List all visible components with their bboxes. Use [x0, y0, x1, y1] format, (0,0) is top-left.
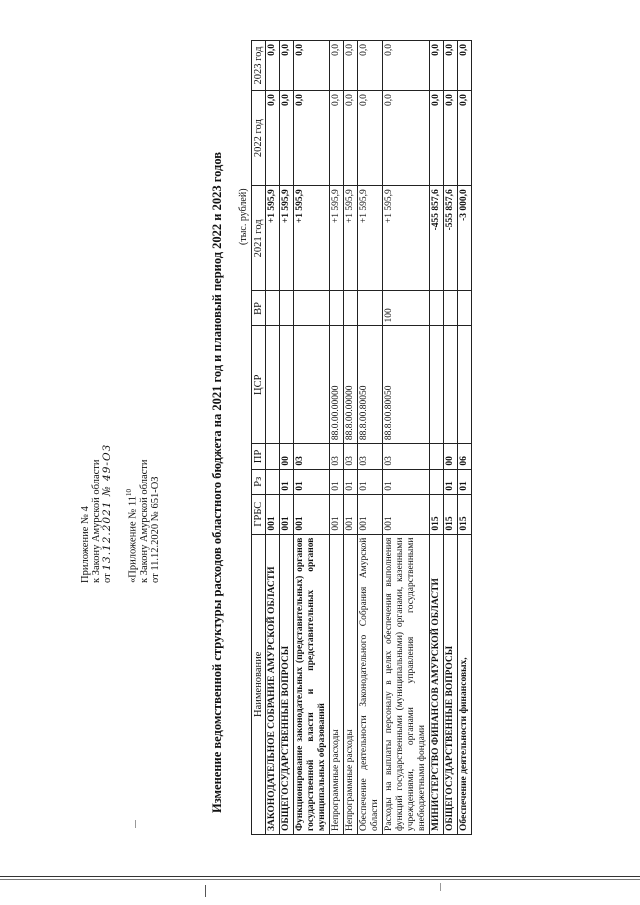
- column-header: Рз: [252, 469, 266, 494]
- cell-rz: 01: [330, 469, 344, 494]
- cell-name: Функционирование законодательных (представительных) органов государственной власти и представительных органов муниципальных образований: [294, 534, 330, 834]
- appendix-number: Приложение № 4: [80, 506, 91, 583]
- scan-speck: [205, 885, 206, 897]
- table-row: [330, 41, 344, 835]
- cell-name: Непрограммные расходы: [344, 534, 358, 834]
- cell-vr: [294, 291, 330, 326]
- table-row: [266, 41, 280, 835]
- cell-grbs: 001: [294, 494, 330, 534]
- cell-csr: 88.8.00.00000: [344, 326, 358, 444]
- cell-vr: [344, 291, 358, 326]
- table-row: [280, 41, 294, 835]
- cell-rz: 01: [358, 469, 383, 494]
- cell-vr: [430, 291, 444, 326]
- cell-y2021: -555 857,6: [444, 186, 458, 291]
- cell-y2022: 0,0: [383, 91, 430, 186]
- column-header: ВР: [252, 291, 266, 326]
- appendix-date: от 13.12.2021 № 49-ОЗ: [101, 443, 113, 583]
- cell-csr: 88.0.00.00000: [330, 326, 344, 444]
- cell-name: Обеспечение деятельности Законодательного Собрания Амурской области: [358, 534, 383, 834]
- cell-y2023: 0,0: [458, 41, 472, 91]
- scan-edge-line-2: [0, 879, 640, 880]
- table-row: [358, 41, 383, 835]
- cell-name: Непрограммные расходы: [330, 534, 344, 834]
- cell-rz: 01: [444, 469, 458, 494]
- handwritten-date: 13.12.2021 № 49-ОЗ: [101, 443, 113, 571]
- cell-rz: 01: [458, 469, 472, 494]
- cell-vr: [458, 291, 472, 326]
- appendix-law: к Закону Амурской области: [91, 459, 102, 583]
- cell-y2021: +1 595,9: [383, 186, 430, 291]
- cell-vr: 100: [383, 291, 430, 326]
- cell-rz: [266, 469, 280, 494]
- cell-csr: 88.8.00.80050: [358, 326, 383, 444]
- cell-y2021: -455 857,6: [430, 186, 444, 291]
- cell-y2022: 0,0: [430, 91, 444, 186]
- cell-y2023: 0,0: [294, 41, 330, 91]
- cell-grbs: 001: [383, 494, 430, 534]
- cell-y2023: 0,0: [358, 41, 383, 91]
- cell-vr: [358, 291, 383, 326]
- cell-pr: 00: [444, 444, 458, 470]
- table-row: [430, 41, 444, 835]
- cell-name: ЗАКОНОДАТЕЛЬНОЕ СОБРАНИЕ АМУРСКОЙ ОБЛАСТИ: [266, 534, 280, 834]
- cell-y2021: +1 595,9: [266, 186, 280, 291]
- cell-y2021: +1 595,9: [344, 186, 358, 291]
- scan-speck: [135, 820, 136, 828]
- old-appendix-date: от 11.12.2020 № 651-ОЗ: [149, 476, 161, 583]
- cell-y2023: 0,0: [344, 41, 358, 91]
- column-header: ГРБС: [252, 494, 266, 534]
- cell-y2022: 0,0: [358, 91, 383, 186]
- cell-csr: [430, 326, 444, 444]
- cell-y2022: 0,0: [458, 91, 472, 186]
- cell-pr: 06: [458, 444, 472, 470]
- cell-csr: [266, 326, 280, 444]
- cell-grbs: 001: [358, 494, 383, 534]
- column-header: Наименование: [252, 534, 266, 834]
- cell-y2023: 0,0: [280, 41, 294, 91]
- cell-pr: 03: [383, 444, 430, 470]
- table-body: [266, 41, 472, 835]
- cell-pr: 03: [294, 444, 330, 470]
- old-appendix-number: «Приложение № $11^{10}$: [125, 489, 139, 583]
- table-header-row: [252, 41, 266, 835]
- cell-name: ОБЩЕГОСУДАРСТВЕННЫЕ ВОПРОСЫ: [444, 534, 458, 834]
- cell-y2023: 0,0: [266, 41, 280, 91]
- cell-rz: 01: [280, 469, 294, 494]
- cell-rz: 01: [383, 469, 430, 494]
- column-header: 2023 год: [252, 41, 266, 91]
- cell-y2021: +1 595,9: [358, 186, 383, 291]
- table-row: [344, 41, 358, 835]
- cell-pr: 00: [280, 444, 294, 470]
- cell-y2023: 0,0: [330, 41, 344, 91]
- cell-vr: [330, 291, 344, 326]
- cell-y2023: 0,0: [444, 41, 458, 91]
- table-row: [444, 41, 458, 835]
- cell-grbs: 015: [430, 494, 444, 534]
- cell-y2022: 0,0: [266, 91, 280, 186]
- cell-csr: [294, 326, 330, 444]
- column-header: 2022 год: [252, 91, 266, 186]
- cell-grbs: 001: [266, 494, 280, 534]
- cell-pr: 03: [358, 444, 383, 470]
- cell-pr: [430, 444, 444, 470]
- cell-name: ОБЩЕГОСУДАРСТВЕННЫЕ ВОПРОСЫ: [280, 534, 294, 834]
- cell-csr: [280, 326, 294, 444]
- cell-pr: 03: [330, 444, 344, 470]
- cell-vr: [280, 291, 294, 326]
- scan-edge-line: [0, 876, 640, 877]
- cell-y2022: 0,0: [294, 91, 330, 186]
- cell-pr: 03: [344, 444, 358, 470]
- column-header: ЦСР: [252, 326, 266, 444]
- cell-csr: 88.8.00.80050: [383, 326, 430, 444]
- budget-table: [251, 40, 472, 835]
- cell-y2021: +1 595,9: [330, 186, 344, 291]
- cell-name: МИНИСТЕРСТВО ФИНАНСОВ АМУРСКОЙ ОБЛАСТИ: [430, 534, 444, 834]
- cell-y2022: 0,0: [280, 91, 294, 186]
- column-header: 2021 год: [252, 186, 266, 291]
- cell-y2023: 0,0: [430, 41, 444, 91]
- table-row: [458, 41, 472, 835]
- cell-y2022: 0,0: [444, 91, 458, 186]
- cell-rz: 01: [294, 469, 330, 494]
- cell-grbs: 015: [444, 494, 458, 534]
- cell-y2022: 0,0: [344, 91, 358, 186]
- cell-grbs: 001: [280, 494, 294, 534]
- cell-grbs: 001: [330, 494, 344, 534]
- cell-vr: [444, 291, 458, 326]
- cell-name: Расходы на выплаты персоналу в целях обеспечения выполнения функций государственными (муниципальными) органами, казенными учреждениями, органами управления государственными внебюджетными фондами: [383, 534, 430, 834]
- cell-csr: [444, 326, 458, 444]
- old-appendix-law: к Закону Амурской области: [138, 459, 150, 583]
- cell-vr: [266, 291, 280, 326]
- table-row: [383, 41, 430, 835]
- document-title: Изменение ведомственной структуры расходов областного бюджета на 2021 год и плановый период 2022 и 2023 годов: [210, 151, 224, 814]
- cell-name: Обеспечение деятельности финансовых,: [458, 534, 472, 834]
- cell-y2021: +1 595,9: [280, 186, 294, 291]
- cell-y2023: 0,0: [383, 41, 430, 91]
- cell-rz: [430, 469, 444, 494]
- cell-y2021: -3 000,0: [458, 186, 472, 291]
- cell-y2022: 0,0: [330, 91, 344, 186]
- cell-pr: [266, 444, 280, 470]
- column-header: ПР: [252, 444, 266, 470]
- cell-grbs: 001: [344, 494, 358, 534]
- cell-grbs: 015: [458, 494, 472, 534]
- cell-csr: [458, 326, 472, 444]
- cell-y2021: +1 595,9: [294, 186, 330, 291]
- appendix-block: [80, 444, 161, 583]
- cell-rz: 01: [344, 469, 358, 494]
- table-row: [294, 41, 330, 835]
- units-label: (тыс. рублей): [238, 188, 249, 245]
- scan-speck: [440, 883, 441, 891]
